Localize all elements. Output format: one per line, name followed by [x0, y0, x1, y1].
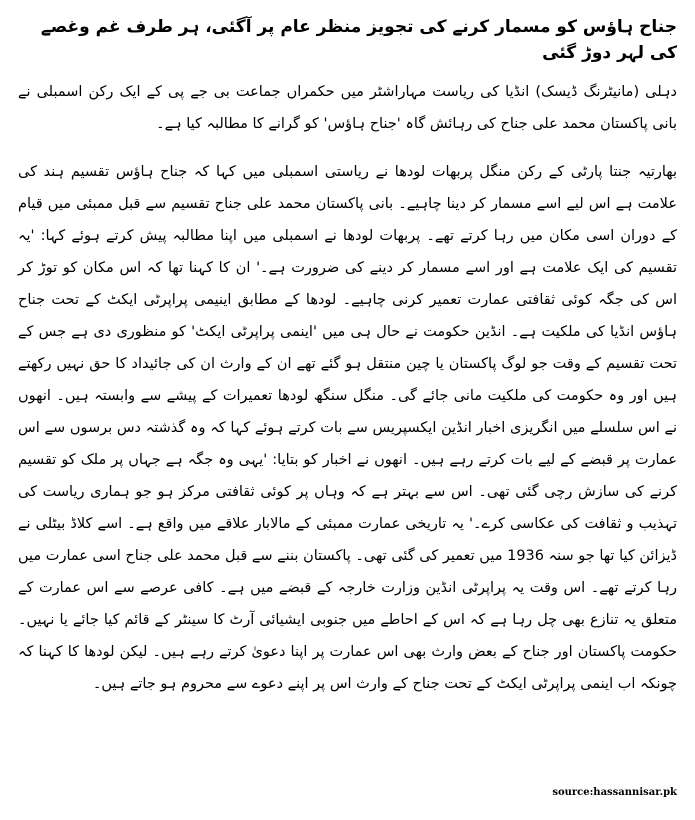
source-credit: source:hassannisar.pk [552, 787, 677, 798]
article-headline: جناح ہاؤس کو مسمار کرنے کی تجویز منظر عام پر آگئی، ہر طرف غم وغصے کی لہر دوڑ گئی [40, 17, 677, 63]
article-intro: دہلی (مانیٹرنگ ڈیسک) انڈیا کی ریاست مہاراشٹر میں حکمراں جماعت بی جے پی کے ایک رکن اسمبلی نے بانی پاکستان محمد علی جناح کی رہائش گاہ 'جناح ہاؤس' کو گرانے کا مطالبہ کیا ہے۔ [18, 84, 677, 132]
article-body: بھارتیہ جنتا پارٹی کے رکن منگل پربھات لودھا نے ریاستی اسمبلی میں کہا کہ جناح ہاؤس تقسیم ہند کی علامت ہے اس لیے اسے مسمار کر دینا چاہیے۔ بانی پاکستان محمد علی جناح تقسیم سے قبل ممبئی میں قیام کے دوران اسی مکان میں رہا کرتے تھے۔ پربھات لودھا نے اسمبلی میں اپنا مطالبہ پیش کرتے ہوئے کہا: 'یہ تقسیم کی ایک علامت ہے اور اسے مسمار کر دینے کی ضرورت ہے۔' ان کا کہنا تھا کہ اس مکان کو توڑ کر اس کی جگہ کوئی ثقافتی عمارت تعمیر کرنی چاہیے۔ لودھا کے مطابق اینیمی پراپرٹی ایکٹ کے تحت جناح ہاؤس انڈیا کی ملکیت ہے۔ انڈین حکومت نے حال ہی میں 'اینمی پراپرٹی ایکٹ' کو منظوری دی ہے جس کے تحت تقسیم کے وقت جو لوگ پاکستان یا چین منتقل ہو گئے تھے ان کے وارث ان کی جائیداد کا حق نہیں رکھتے ہیں اور وہ حکومت کی ملکیت مانی جائے گی۔ منگل سنگھ لودھا تعمیرات کے پیشے سے وابستہ ہیں۔ انھوں نے اس سلسلے میں انگریزی اخبار انڈین ایکسپریس سے بات کرتے ہوئے کہا کہ وہ گذشتہ دس برسوں سے اس عمارت پر قبضے کے لیے بات کرتے رہے ہیں۔ انھوں نے اخبار کو بتایا: 'یہی وہ جگہ ہے جہاں پر ملک کو تقسیم کرنے کی سازش رچی گئی تھی۔ اس سے بہتر ہے کہ وہاں پر کوئی ثقافتی مرکز ہو جو ہماری ریاست کی تہذیب و ثقافت کی عکاسی کرے۔' یہ تاریخی عمارت ممبئی کے مالابار علاقے میں واقع ہے۔ اسے کلاڈ بیٹلی نے ڈیزائن کیا تھا جو سنہ 1936 میں تعمیر کی گئی تھی۔ پاکستان بننے سے قبل محمد علی جناح اسی عمارت میں رہا کرتے تھے۔ اس وقت یہ پراپرٹی انڈین وزارت خارجہ کے قبضے میں ہے۔ کافی عرصے سے اس عمارت کے متعلق یہ تنازع بھی چل رہا ہے کہ اس کے احاطے میں جنوبی ایشیائی آرٹ کا سینٹر کے قائم کیا جائے یا نہیں۔ حکومت پاکستان اور جناح کے بعض وارث بھی اس عمارت پر اپنا دعویٰ کرتے رہے ہیں۔ لیکن لودھا کا کہنا کہ چونکہ اب اینمی پراپرٹی ایکٹ کے تحت جناح کے وارث اس پر اپنے دعوے سے محروم ہو جاتے ہیں۔ [18, 164, 677, 692]
